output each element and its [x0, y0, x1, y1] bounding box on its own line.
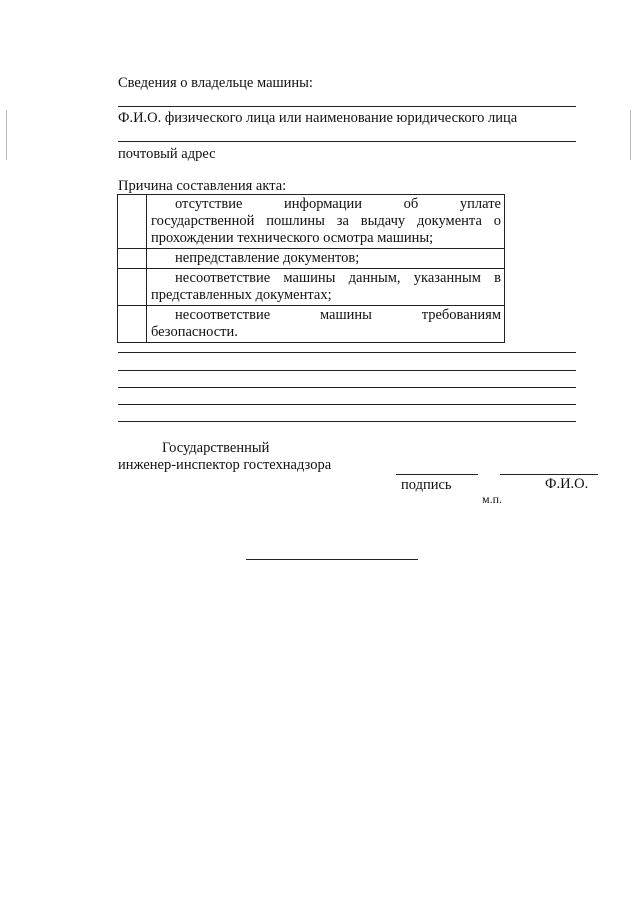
reason-text-1: отсутствие информации об уплате государственной пошлины за выдачу документа о прохождении технического осмотра машины;	[147, 195, 505, 249]
signature-line	[396, 474, 478, 475]
signature-caption: подпись	[401, 477, 452, 493]
blank-line-4	[118, 404, 576, 405]
reason-text-3: несоответствие машины данным, указанным в представленных документах;	[147, 269, 505, 306]
reason-checkbox-3[interactable]	[118, 269, 147, 306]
name-caption: Ф.И.О.	[545, 476, 589, 492]
blank-line-5	[118, 421, 576, 422]
blank-line-1	[118, 352, 576, 353]
name-line	[500, 474, 598, 475]
reason-checkbox-4[interactable]	[118, 306, 147, 343]
reasons-table	[117, 194, 505, 343]
bottom-separator-line	[246, 559, 418, 560]
blank-line-2	[118, 370, 576, 371]
inspector-title-line2: инженер-инспектор гостехнадзора	[118, 457, 332, 473]
reason-text-2: непредставление документов;	[147, 249, 505, 269]
reason-text-4: несоответствие машины требованиям безопасности.	[147, 306, 505, 343]
scan-edge-right	[630, 110, 631, 160]
inspector-title-line1: Государственный	[162, 440, 270, 456]
blank-line-3	[118, 387, 576, 388]
reason-row-4	[118, 306, 505, 343]
owner-info-heading: Сведения о владельце машины:	[118, 75, 313, 91]
reason-heading: Причина составления акта:	[118, 178, 287, 194]
postal-address-caption: почтовый адрес	[118, 146, 216, 162]
reason-row-2	[118, 249, 505, 269]
stamp-caption: м.п.	[482, 492, 503, 506]
postal-address-line	[118, 141, 576, 142]
reason-row-3	[118, 269, 505, 306]
owner-name-caption: Ф.И.О. физического лица или наименование юридического лица	[118, 110, 518, 126]
owner-name-line	[118, 106, 576, 107]
reason-row-1	[118, 195, 505, 249]
reason-checkbox-2[interactable]	[118, 249, 147, 269]
scan-edge-left	[6, 110, 7, 160]
reason-checkbox-1[interactable]	[118, 195, 147, 249]
